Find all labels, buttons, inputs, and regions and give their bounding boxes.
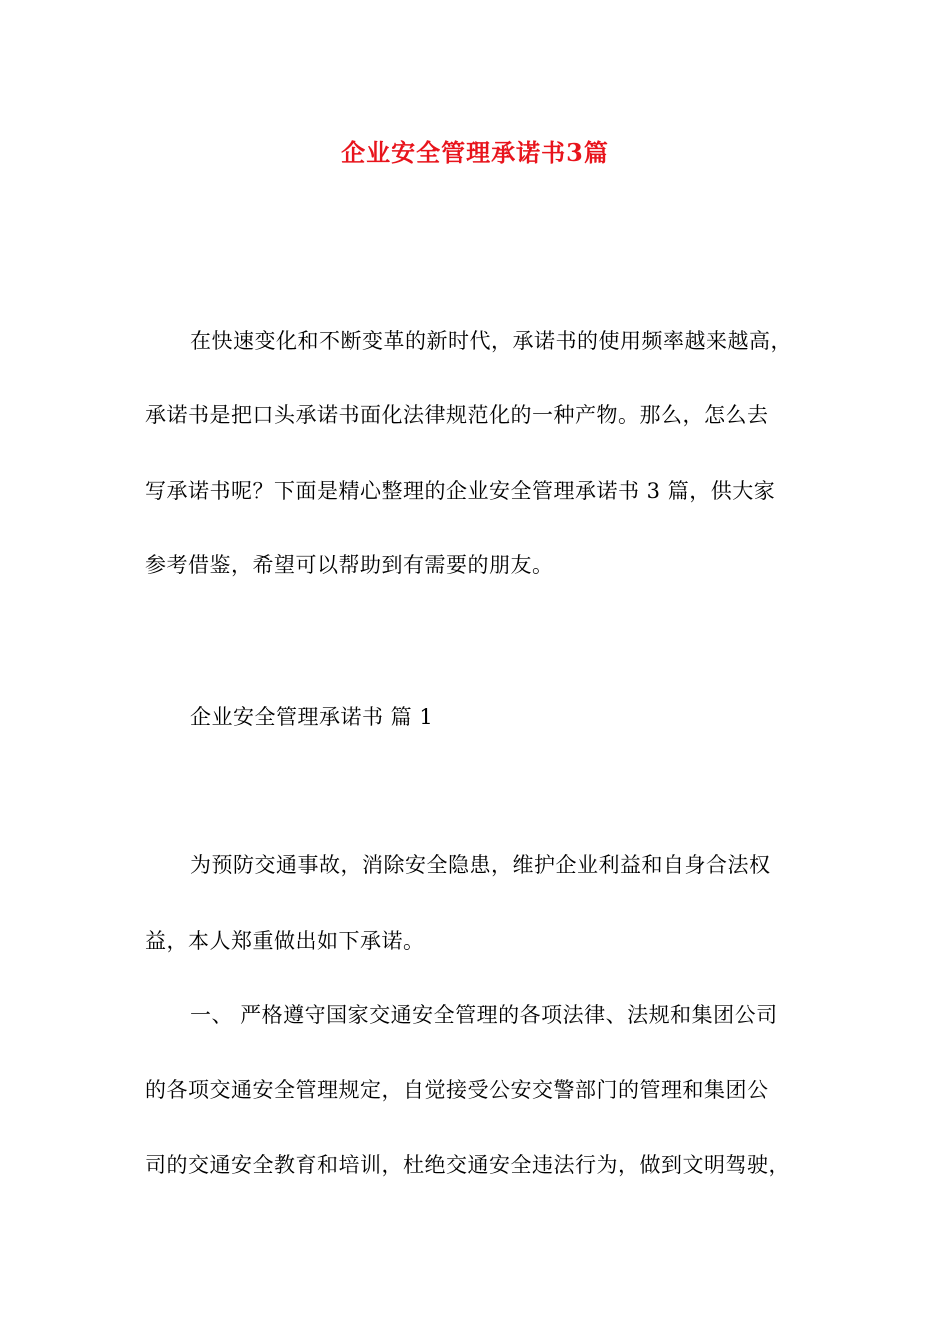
- para2-line-1: 一、 严格遵守国家交通安全管理的各项法律、法规和集团公司: [190, 1003, 778, 1027]
- document-title: 企业安全管理承诺书3篇: [341, 138, 609, 167]
- intro-line-2: 承诺书是把口头承诺书面化法律规范化的一种产物。那么，怎么去: [145, 403, 769, 427]
- para1-line-2: 益，本人郑重做出如下承诺。: [145, 929, 425, 953]
- intro-line-3: 写承诺书呢？下面是精心整理的企业安全管理承诺书 3 篇，供大家: [145, 479, 776, 503]
- para1-line-1: 为预防交通事故，消除安全隐患，维护企业利益和自身合法权: [190, 853, 771, 877]
- para2-line-2: 的各项交通安全管理规定，自觉接受公安交警部门的管理和集团公: [145, 1078, 769, 1102]
- intro-line-4: 参考借鉴，希望可以帮助到有需要的朋友。: [145, 553, 554, 577]
- section-heading: 企业安全管理承诺书 篇 1: [190, 705, 434, 729]
- intro-line-1: 在快速变化和不断变革的新时代，承诺书的使用频率越来越高，: [190, 329, 792, 353]
- para2-line-3: 司的交通安全教育和培训，杜绝交通安全违法行为，做到文明驾驶，: [145, 1153, 790, 1177]
